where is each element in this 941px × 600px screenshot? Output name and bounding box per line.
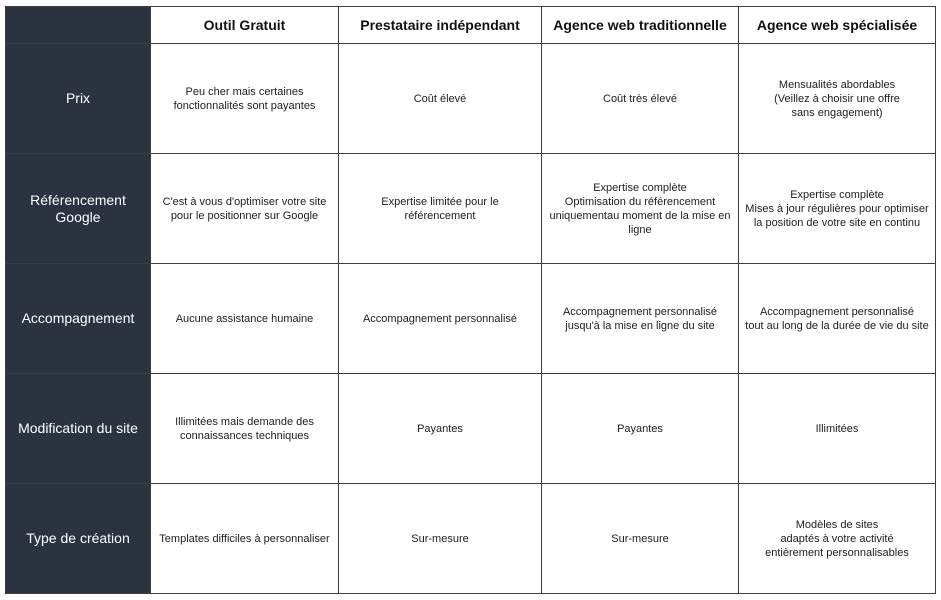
table-cell: Payantes (339, 374, 542, 484)
table-cell: Mensualités abordables (Veillez à choisir une offre sans engagement) (739, 44, 936, 154)
table-cell: Sur-mesure (339, 484, 542, 594)
row-label-price: Prix (6, 44, 151, 154)
table-row (6, 44, 936, 154)
table-cell: Coût très élevé (542, 44, 739, 154)
header-row (6, 7, 936, 44)
table-cell: Aucune assistance humaine (151, 264, 339, 374)
column-header-free-tool: Outil Gratuit (151, 7, 339, 44)
table-cell: Payantes (542, 374, 739, 484)
table-cell: C'est à vous d'optimiser votre site pour le positionner sur Google (151, 154, 339, 264)
table-cell: Illimitées mais demande des connaissances techniques (151, 374, 339, 484)
table-cell: Expertise complète Optimisation du référencement uniquementau moment de la mise en ligne (542, 154, 739, 264)
table-row (6, 484, 936, 594)
row-label-creation-type: Type de création (6, 484, 151, 594)
table-cell: Expertise complète Mises à jour régulières pour optimiser la position de votre site en continu (739, 154, 936, 264)
table-cell: Peu cher mais certaines fonctionnalités sont payantes (151, 44, 339, 154)
table-cell: Accompagnement personnalisé jusqu'à la mise en ligne du site (542, 264, 739, 374)
table-cell: Sur-mesure (542, 484, 739, 594)
column-header-freelancer: Prestataire indépendant (339, 7, 542, 44)
comparison-table (5, 6, 936, 594)
table-cell: Coût élevé (339, 44, 542, 154)
column-header-traditional-agency: Agence web traditionnelle (542, 7, 739, 44)
table-row (6, 374, 936, 484)
table-cell: Accompagnement personnalisé tout au long de la durée de vie du site (739, 264, 936, 374)
table-cell: Expertise limitée pour le référencement (339, 154, 542, 264)
table-cell: Modèles de sites adaptés à votre activité entièrement personnalisables (739, 484, 936, 594)
table-row (6, 154, 936, 264)
table-cell: Accompagnement personnalisé (339, 264, 542, 374)
column-header-specialized-agency: Agence web spécialisée (739, 7, 936, 44)
row-label-site-modification: Modification du site (6, 374, 151, 484)
corner-cell (6, 7, 151, 44)
table-cell: Templates difficiles à personnaliser (151, 484, 339, 594)
table-cell: Illimitées (739, 374, 936, 484)
table-row (6, 264, 936, 374)
row-label-seo: Référencement Google (6, 154, 151, 264)
row-label-support: Accompagnement (6, 264, 151, 374)
